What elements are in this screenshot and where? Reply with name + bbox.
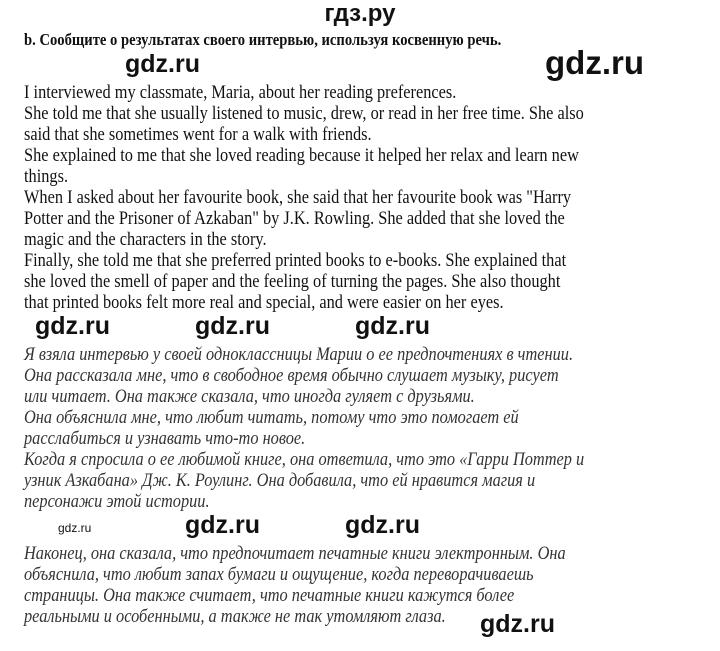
text-line: She told me that she usually listened to music, drew, or read in her free time. She also [24, 103, 584, 124]
text-line: расслабиться и узнавать что-то новое. [24, 428, 306, 449]
watermark: gdz.ru [480, 610, 555, 638]
watermark: gdz.ru [125, 50, 200, 78]
text-line: Potter and the Prisoner of Azkaban" by J.K. Rowling. She added that she loved the [24, 208, 565, 229]
watermark: gdz.ru [35, 312, 110, 340]
text-line: узник Азкабана» Дж. К. Роулинг. Она добавила, что ей нравится магия и [24, 470, 536, 491]
text-line: said that she sometimes went for a walk with friends. [24, 124, 372, 145]
task-heading: b. Сообщите о результатах своего интервью, используя косвенную речь. [24, 30, 502, 49]
watermark: gdz.ru [58, 521, 92, 535]
text-line: Я взяла интервью у своей одноклассницы Марии о ее предпочтениях в чтении. [24, 344, 574, 365]
text-line: Finally, she told me that she preferred printed books to e-books. She explained that [24, 250, 567, 271]
text-line: I interviewed my classmate, Maria, about her reading preferences. [24, 82, 457, 103]
text-line: she loved the smell of paper and the feeling of turning the pages. She also thought [24, 271, 561, 292]
watermark: gdz.ru [195, 312, 270, 340]
text-line: реальными и особенными, а также не так утомляют глаза. [24, 606, 446, 627]
text-line: Наконец, она сказала, что предпочитает печатные книги электронным. Она [24, 543, 566, 564]
text-line: that printed books felt more real and special, and were easier on her eyes. [24, 292, 504, 313]
text-line: Она рассказала мне, что в свободное время обычно слушает музыку, рисует [24, 365, 559, 386]
text-line: things. [24, 166, 69, 187]
site-title: гдз.ру [324, 0, 396, 27]
text-line: magic and the characters in the story. [24, 229, 267, 250]
text-line: She explained to me that she loved reading because it helped her relax and learn new [24, 145, 579, 166]
text-line: персонажи этой истории. [24, 491, 210, 512]
watermark: gdz.ru [545, 44, 644, 81]
text-line: Она объяснила мне, что любит читать, потому что это помогает ей [24, 407, 519, 428]
watermark: gdz.ru [355, 312, 430, 340]
text-line: страницы. Она также считает, что печатные книги кажутся более [24, 585, 515, 606]
watermark: gdz.ru [185, 511, 260, 539]
text-line: When I asked about her favourite book, she said that her favourite book was "Harry [24, 187, 572, 208]
text-line: объяснила, что любит запах бумаги и ощущение, когда переворачиваешь [24, 564, 534, 585]
text-line: или читает. Она также сказала, что иногда гуляет с друзьями. [24, 386, 475, 407]
watermark: gdz.ru [345, 511, 420, 539]
text-line: Когда я спросила о ее любимой книге, она ответила, что это «Гарри Поттер и [24, 449, 585, 470]
